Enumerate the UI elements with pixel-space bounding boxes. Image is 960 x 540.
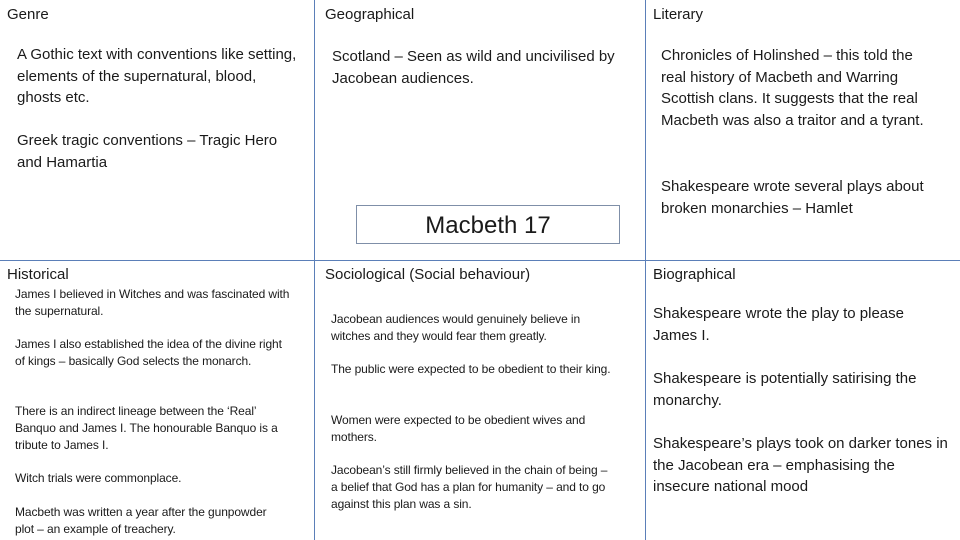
page-title: Macbeth 17 xyxy=(356,205,620,244)
historical-paragraph: James I believed in Witches and was fascinated with the supernatural. xyxy=(15,287,290,318)
biographical-paragraph: Shakespeare wrote the play to please James I. xyxy=(653,305,904,344)
biographical-paragraph: Shakespeare is potentially satirising the monarchy. xyxy=(653,370,917,409)
biographical-paragraph: Shakespeare’s plays took on darker tones in the Jacobean era – emphasising the insecure national mood xyxy=(653,435,948,495)
geographical-paragraph: Scotland – Seen as wild and uncivilised by Jacobean audiences. xyxy=(332,48,615,87)
historical-paragraph: James I also established the idea of the divine right of kings – basically God selects the monarch. xyxy=(15,337,282,368)
historical-paragraph: Macbeth was written a year after the gunpowder plot – an example of treachery. xyxy=(15,505,267,536)
column-divider-right xyxy=(645,0,646,540)
literary-paragraph: Shakespeare wrote several plays about broken monarchies – Hamlet xyxy=(661,178,924,217)
historical-header: Historical xyxy=(7,266,69,283)
genre-header: Genre xyxy=(7,6,49,23)
sociological-paragraph: Jacobean’s still firmly believed in the chain of being – a belief that God has a plan for humanity – and to go against this plan was a sin. xyxy=(331,463,608,511)
sociological-paragraph: Jacobean audiences would genuinely believe in witches and they would fear them greatly. xyxy=(331,312,581,343)
literary-header: Literary xyxy=(653,6,704,23)
historical-paragraph: Witch trials were commonplace. xyxy=(15,471,182,485)
geographical-header: Geographical xyxy=(325,6,415,23)
sociological-header: Sociological (Social behaviour) xyxy=(325,266,531,283)
genre-paragraph: A Gothic text with conventions like setting, elements of the supernatural, blood, ghosts etc. xyxy=(17,46,297,106)
biographical-header: Biographical xyxy=(653,266,736,283)
sociological-paragraph: The public were expected to be obedient to their king. xyxy=(331,362,611,376)
column-divider-left xyxy=(314,0,315,540)
literary-paragraph: Chronicles of Holinshed – this told the real history of Macbeth and Warring Scottish clans. It suggests that the real Macbeth was also a traitor and a tyrant. xyxy=(661,47,924,129)
row-divider xyxy=(0,260,960,261)
genre-paragraph: Greek tragic conventions – Tragic Hero and Hamartia xyxy=(17,132,278,171)
historical-paragraph: There is an indirect lineage between the ‘Real’ Banquo and James I. The honourable Banquo is a tribute to James I. xyxy=(15,404,278,452)
sociological-paragraph: Women were expected to be obedient wives and mothers. xyxy=(331,413,586,444)
